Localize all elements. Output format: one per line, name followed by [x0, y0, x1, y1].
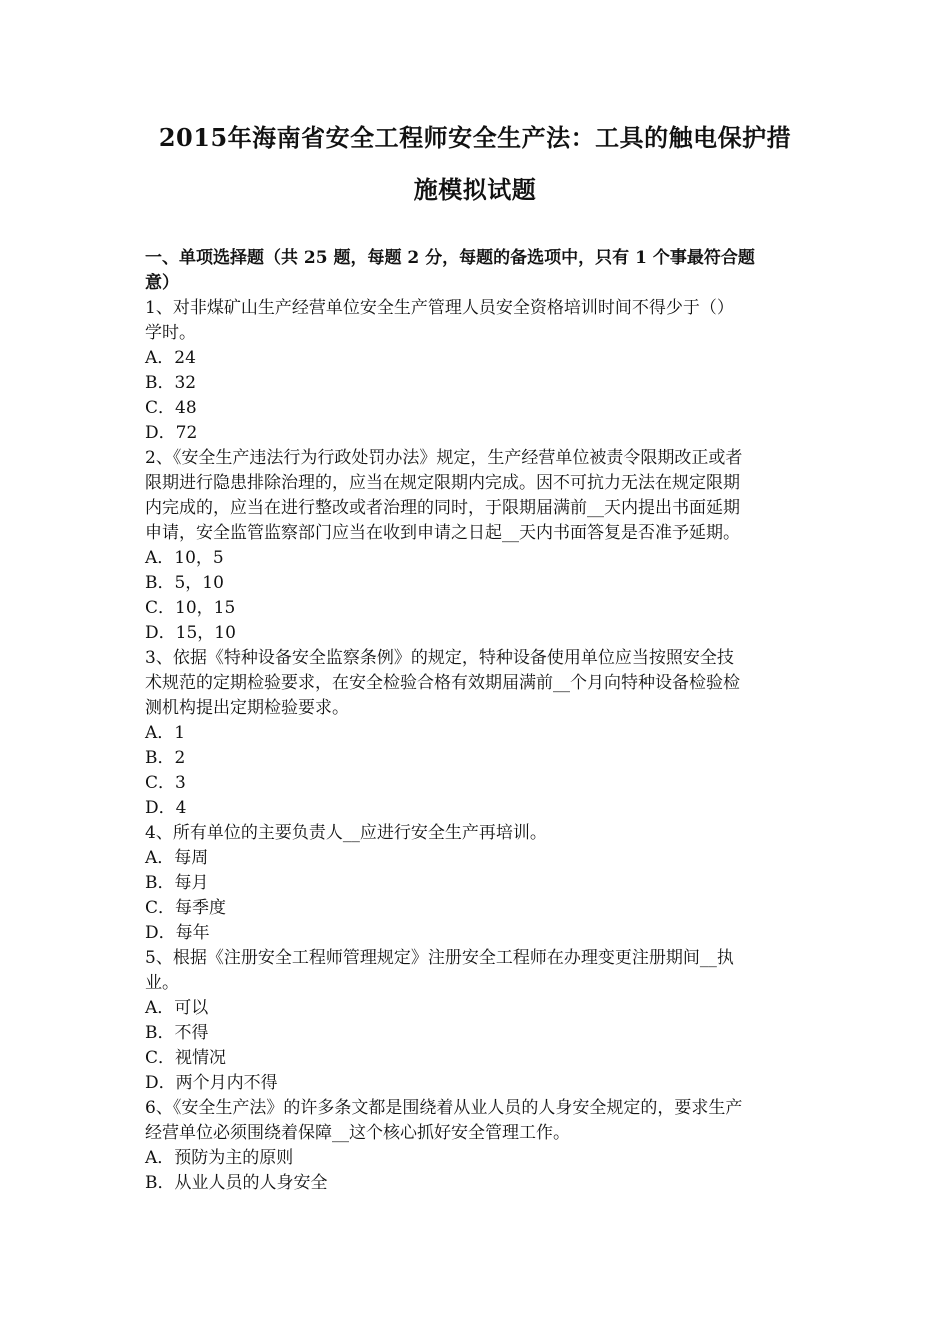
- question-text-line: 3、依据《特种设备安全监察条例》的规定，特种设备使用单位应当按照安全技: [145, 648, 734, 668]
- option-d: D．72: [145, 423, 198, 443]
- option-a: A．1: [145, 723, 186, 743]
- option-a: A．预防为主的原则: [145, 1148, 294, 1168]
- option-c: C．每季度: [145, 898, 227, 918]
- question-text-line: 业。: [145, 973, 179, 993]
- question-text-line: 6、《安全生产法》的许多条文都是围绕着从业人员的人身安全规定的，要求生产: [145, 1098, 743, 1118]
- option-d: D．两个月内不得: [145, 1073, 278, 1093]
- question-4: [145, 821, 810, 946]
- option-c: C．10，15: [145, 598, 236, 618]
- question-3: [145, 646, 810, 821]
- option-b: B．2: [145, 748, 186, 768]
- option-b: B．不得: [145, 1023, 209, 1043]
- option-c: C．视情况: [145, 1048, 227, 1068]
- question-text-line: 2、《安全生产违法行为行政处罚办法》规定，生产经营单位被责令限期改正或者: [145, 448, 743, 468]
- option-d: D．15，10: [145, 623, 236, 643]
- question-text-line: 术规范的定期检验要求，在安全检验合格有效期届满前__个月向特种设备检验检: [145, 673, 740, 693]
- option-b: B．每月: [145, 873, 209, 893]
- question-1: [145, 296, 810, 446]
- question-text-line: 限期进行隐患排除治理的，应当在规定限期内完成。因不可抗力无法在规定限期: [145, 473, 740, 493]
- question-text-line: 4、所有单位的主要负责人__应进行安全生产再培训。: [145, 823, 547, 843]
- document-title-line-2: 施模拟试题: [413, 175, 537, 204]
- document-body: [145, 246, 810, 1196]
- question-6: [145, 1096, 810, 1196]
- option-c: C．48: [145, 398, 197, 418]
- question-text-line: 申请，安全监管监察部门应当在收到申请之日起__天内书面答复是否准予延期。: [145, 523, 740, 543]
- question-text-line: 5、根据《注册安全工程师管理规定》注册安全工程师在办理变更注册期间__执: [145, 948, 734, 968]
- section-heading-line: 意）: [145, 273, 179, 293]
- option-b: B．从业人员的人身安全: [145, 1173, 328, 1193]
- question-2: [145, 446, 810, 646]
- option-d: D．每年: [145, 923, 210, 943]
- question-5: [145, 946, 810, 1096]
- option-b: B．32: [145, 373, 197, 393]
- document-title-line-1: 2015年海南省安全工程师安全生产法：工具的触电保护措: [158, 123, 792, 152]
- option-a: A．可以: [145, 998, 209, 1018]
- option-a: A．10，5: [145, 548, 224, 568]
- question-text-line: 内完成的，应当在进行整改或者治理的同时，于限期届满前__天内提出书面延期: [145, 498, 740, 518]
- question-text-line: 学时。: [145, 323, 196, 343]
- option-b: B．5，10: [145, 573, 224, 593]
- option-a: A．每周: [145, 848, 209, 868]
- question-text-line: 经营单位必须围绕着保障__这个核心抓好安全管理工作。: [145, 1123, 570, 1143]
- section-heading-line: 一、单项选择题（共 25 题，每题 2 分，每题的备选项中，只有 1 个事最符合题: [145, 248, 755, 268]
- question-text-line: 1、对非煤矿山生产经营单位安全生产管理人员安全资格培训时间不得少于（）: [145, 298, 734, 318]
- question-text-line: 测机构提出定期检验要求。: [145, 698, 349, 718]
- option-d: D．4: [145, 798, 187, 818]
- option-a: A．24: [145, 348, 196, 368]
- option-c: C．3: [145, 773, 186, 793]
